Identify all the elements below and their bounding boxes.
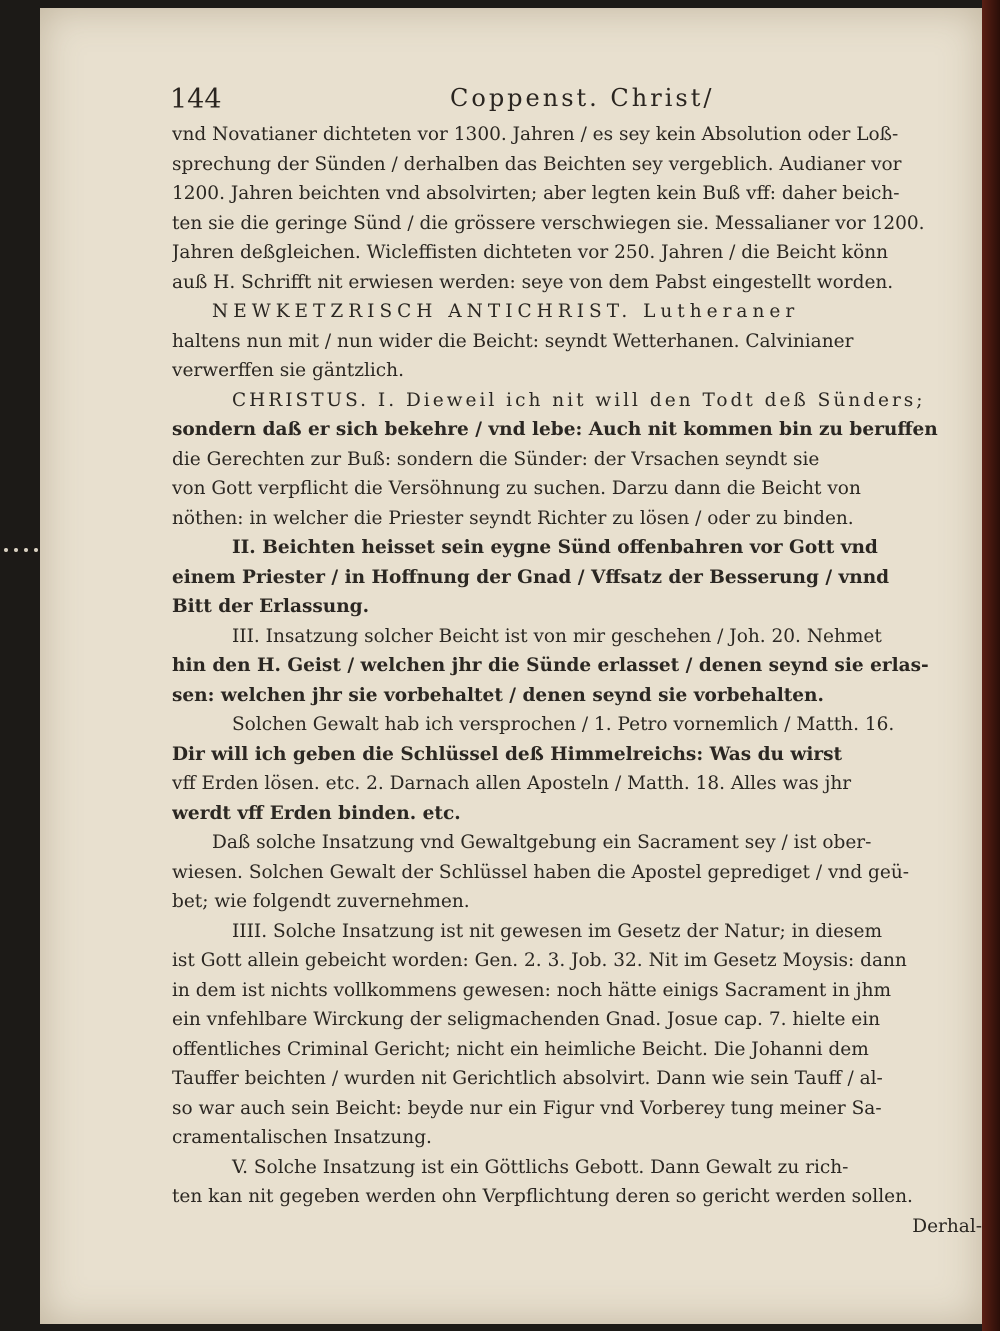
text-line: auß H. Schrifft nit erwiesen werden: seye von dem Pabst eingestellt worden. [172,271,894,293]
book-edge [982,0,1000,1331]
body-text [172,120,982,1241]
text-line: hin den H. Geist / welchen jhr die Sünde erlasset / denen seynd sie erlas- [172,655,929,676]
text-line: einem Priester / in Hoffnung der Gnad / Vffsatz der Besserung / vnnd [172,566,890,588]
text-line: III. Insatzung solcher Beicht ist von mir geschehen / Joh. 20. Nehmet [232,625,882,647]
edge-dots [0,548,40,556]
text-line: ten sie die geringe Sünd / die grössere verschwiegen sie. Messalianer vor 1200. [172,212,925,234]
text-line: nöthen: in welcher die Priester seyndt Richter zu lösen / oder zu binden. [172,507,854,529]
text-line: werdt vff Erden binden. etc. [172,802,461,824]
text-line: sprechung der Sünden / derhalben das Beichten sey vergeblich. Audianer vor [172,153,902,175]
text-line: II. Beichten heisset sein eygne Sünd offenbahren vor Gott vnd [232,537,878,558]
text-line: Dir will ich geben die Schlüssel deß Himmelreichs: Was du wirst [172,743,843,765]
text-line: V. Solche Insatzung ist ein Göttlichs Gebott. Dann Gewalt zu rich- [232,1156,849,1178]
page-number: 144 [170,84,222,115]
text-line: Solchen Gewalt hab ich versprochen / 1. Petro vornemlich / Matth. 16. [232,714,895,735]
page-header [170,80,810,120]
text-line: haltens nun mit / nun wider die Beicht: seyndt Wetterhanen. Calvinianer [172,330,854,352]
text-line: offentliches Criminal Gericht; nicht ein heimliche Beicht. Die Johanni dem [172,1038,869,1060]
text-line: Tauffer beichten / wurden nit Gerichtlich absolvirt. Dann wie sein Tauff / al- [172,1068,883,1089]
text-line: vnd Novatianer dichteten vor 1300. Jahren / es sey kein Absolution oder Loß- [172,124,899,145]
text-line: CHRISTUS. I. Dieweil ich nit will den Todt deß Sünders; [232,389,926,411]
text-line: NEWKETZRISCH ANTICHRIST. Lutheraner [212,301,800,322]
text-line: bet; wie folgendt zuvernehmen. [172,891,470,912]
text-line: Jahren deßgleichen. Wicleffisten dichteten vor 250. Jahren / die Beicht könn [172,242,889,263]
text-line: sondern daß er sich bekehre / vnd lebe: Auch nit kommen bin zu beruffen [172,419,938,440]
text-line: 1200. Jahren beichten vnd absolvirten; aber legten kein Buß vff: daher beich- [172,183,900,204]
book-page [40,8,982,1324]
text-line: ein vnfehlbare Wirckung der seligmachenden Gnad. Josue cap. 7. hielte ein [172,1009,881,1030]
text-line: Bitt der Erlassung. [172,596,370,617]
text-line: cramentalischen Insatzung. [172,1127,432,1148]
text-line: ist Gott allein gebeicht worden: Gen. 2. 3. Job. 32. Nit im Gesetz Moysis: dann [172,950,907,971]
text-line: wiesen. Solchen Gewalt der Schlüssel haben die Apostel geprediget / vnd geü- [172,861,910,883]
text-line: verwerffen sie gäntzlich. [172,360,404,381]
text-line: IIII. Solche Insatzung ist nit gewesen im Gesetz der Natur; in diesem [232,920,883,942]
text-line: Daß solche Insatzung vnd Gewaltgebung ein Sacrament sey / ist ober- [212,832,872,853]
text-line: vff Erden lösen. etc. 2. Darnach allen Aposteln / Matth. 18. Alles was jhr [172,773,852,794]
text-line: so war auch sein Beicht: beyde nur ein Figur vnd Vorberey tung meiner Sa- [172,1097,882,1119]
running-title: Coppenst. Christ/ [450,84,715,112]
text-line: die Gerechten zur Buß: sondern die Sünder: der Vrsachen seyndt sie [172,448,820,470]
text-line: in dem ist nichts vollkommens gewesen: noch hätte einigs Sacrament in jhm [172,979,892,1001]
text-line: sen: welchen jhr sie vorbehaltet / denen seynd sie vorbehalten. [172,684,824,706]
text-line: ten kan nit gegeben werden ohn Verpflichtung deren so gericht werden sollen. [172,1186,913,1207]
text-line: von Gott verpflicht die Versöhnung zu suchen. Darzu dann die Beicht von [172,478,861,499]
catchword: Derhal- [912,1215,982,1237]
